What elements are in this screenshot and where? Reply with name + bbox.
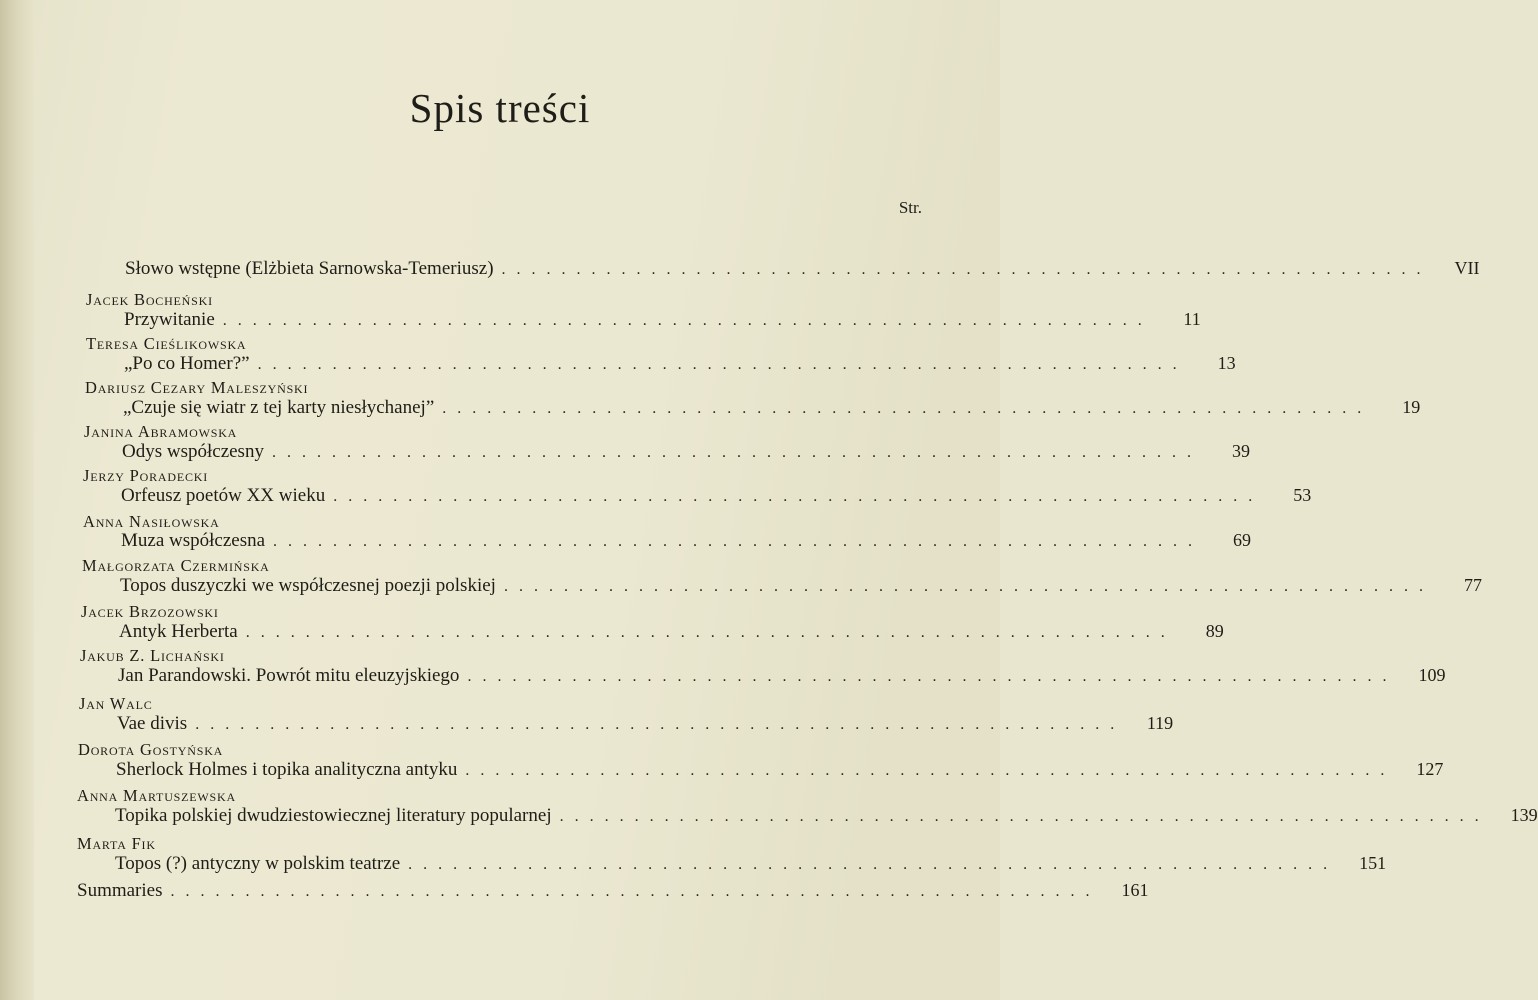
toc-author: Anna Martuszewska xyxy=(77,786,236,805)
toc-page-number: 19 xyxy=(1402,397,1421,417)
toc-row-intro xyxy=(125,258,1480,280)
toc-row xyxy=(115,805,1538,827)
toc-entry-title: Vae divis xyxy=(117,713,188,734)
toc-author: Janina Abramowska xyxy=(84,422,238,441)
toc-page-number: 11 xyxy=(1183,309,1201,329)
toc-author: Jacek Bocheński xyxy=(86,290,213,309)
toc-page-number: 53 xyxy=(1293,485,1312,505)
toc-entry-title: Muza współczesna xyxy=(121,530,266,551)
toc-page-number: VII xyxy=(1454,258,1480,278)
toc-author: Dorota Gostyńska xyxy=(78,740,224,759)
toc-entry-title: Sherlock Holmes i topika analityczna antyku xyxy=(116,759,458,780)
dot-leader: .............................................................. xyxy=(442,400,1373,417)
toc-row xyxy=(121,530,1252,552)
toc-author: Jacek Brzozowski xyxy=(81,602,219,621)
toc-entry-title: Orfeusz poetów XX wieku xyxy=(121,485,326,506)
toc-entry-title: Topos duszyczki we współczesnej poezji polskiej xyxy=(120,575,496,596)
dot-leader: .............................................................. xyxy=(195,716,1126,733)
dot-leader: .............................................................. xyxy=(271,444,1202,461)
toc-row-summaries xyxy=(77,880,1149,902)
dot-leader: .............................................................. xyxy=(170,883,1101,900)
toc-row xyxy=(118,665,1446,687)
toc-entry-title: „Po co Homer?” xyxy=(124,353,250,374)
toc-entry-title: Topos (?) antyczny w polskim teatrze xyxy=(115,853,401,874)
dot-leader: .............................................................. xyxy=(465,762,1396,779)
toc-page-number: 161 xyxy=(1121,880,1149,900)
toc-row xyxy=(124,353,1236,375)
dot-leader: .............................................................. xyxy=(408,856,1339,873)
toc-author: Jakub Z. Lichański xyxy=(80,646,225,665)
toc-entry-title: Słowo wstępne (Elżbieta Sarnowska-Temeriusz) xyxy=(125,258,494,279)
page-title: Spis treści xyxy=(409,85,591,131)
toc-page-number: 109 xyxy=(1418,665,1446,685)
toc-page-number: 139 xyxy=(1510,805,1538,825)
dot-leader: .............................................................. xyxy=(333,488,1264,505)
dot-leader: .............................................................. xyxy=(559,808,1490,825)
toc-row xyxy=(120,575,1482,597)
toc-author: Anna Nasiłowska xyxy=(83,512,220,531)
toc-entry-title: Summaries xyxy=(77,880,163,901)
toc-row xyxy=(115,853,1387,875)
toc-entry-title: Topika polskiej dwudziestowiecznej literatury popularnej xyxy=(115,805,552,826)
dot-leader: .............................................................. xyxy=(245,624,1176,641)
toc-page-number: 69 xyxy=(1233,530,1252,550)
toc-page-number: 77 xyxy=(1463,575,1482,595)
dot-leader: .............................................................. xyxy=(222,312,1153,329)
toc-author: Teresa Cieślikowska xyxy=(86,334,247,353)
toc-author: Dariusz Cezary Maleszyński xyxy=(85,378,309,397)
toc-page-number: 89 xyxy=(1205,621,1224,641)
toc-page-number: 119 xyxy=(1146,713,1174,733)
toc-page-number: 39 xyxy=(1231,441,1250,461)
toc-row xyxy=(122,441,1250,463)
toc-entry-title: Jan Parandowski. Powrót mitu eleuzyjskiego xyxy=(118,665,460,686)
toc-row xyxy=(116,759,1444,781)
dot-leader: .............................................................. xyxy=(501,261,1432,278)
toc-author: Marta Fik xyxy=(77,834,156,853)
dot-leader: .............................................................. xyxy=(273,533,1204,550)
dot-leader: .............................................................. xyxy=(257,356,1188,373)
page-column-label: Str. xyxy=(898,198,922,217)
toc-entry-title: Przywitanie xyxy=(124,309,215,330)
toc-page-number: 13 xyxy=(1217,353,1236,373)
toc-entry-title: Odys współczesny xyxy=(122,441,264,462)
toc-entry-title: „Czuje się wiatr z tej karty niesłychanej” xyxy=(123,397,435,418)
toc-row xyxy=(124,309,1201,331)
toc-row xyxy=(117,713,1174,735)
dot-leader: .............................................................. xyxy=(467,668,1398,685)
toc-author: Małgorzata Czermińska xyxy=(82,556,270,575)
toc-entry-title: Antyk Herberta xyxy=(119,621,238,642)
toc-row xyxy=(119,621,1224,643)
toc-page-number: 127 xyxy=(1416,759,1444,779)
dot-leader: .............................................................. xyxy=(503,578,1434,595)
toc-author: Jerzy Poradecki xyxy=(83,466,209,485)
toc-author: Jan Walc xyxy=(79,694,153,713)
toc-page-number: 151 xyxy=(1359,853,1387,873)
toc-row xyxy=(123,397,1421,419)
toc-row xyxy=(121,485,1312,507)
